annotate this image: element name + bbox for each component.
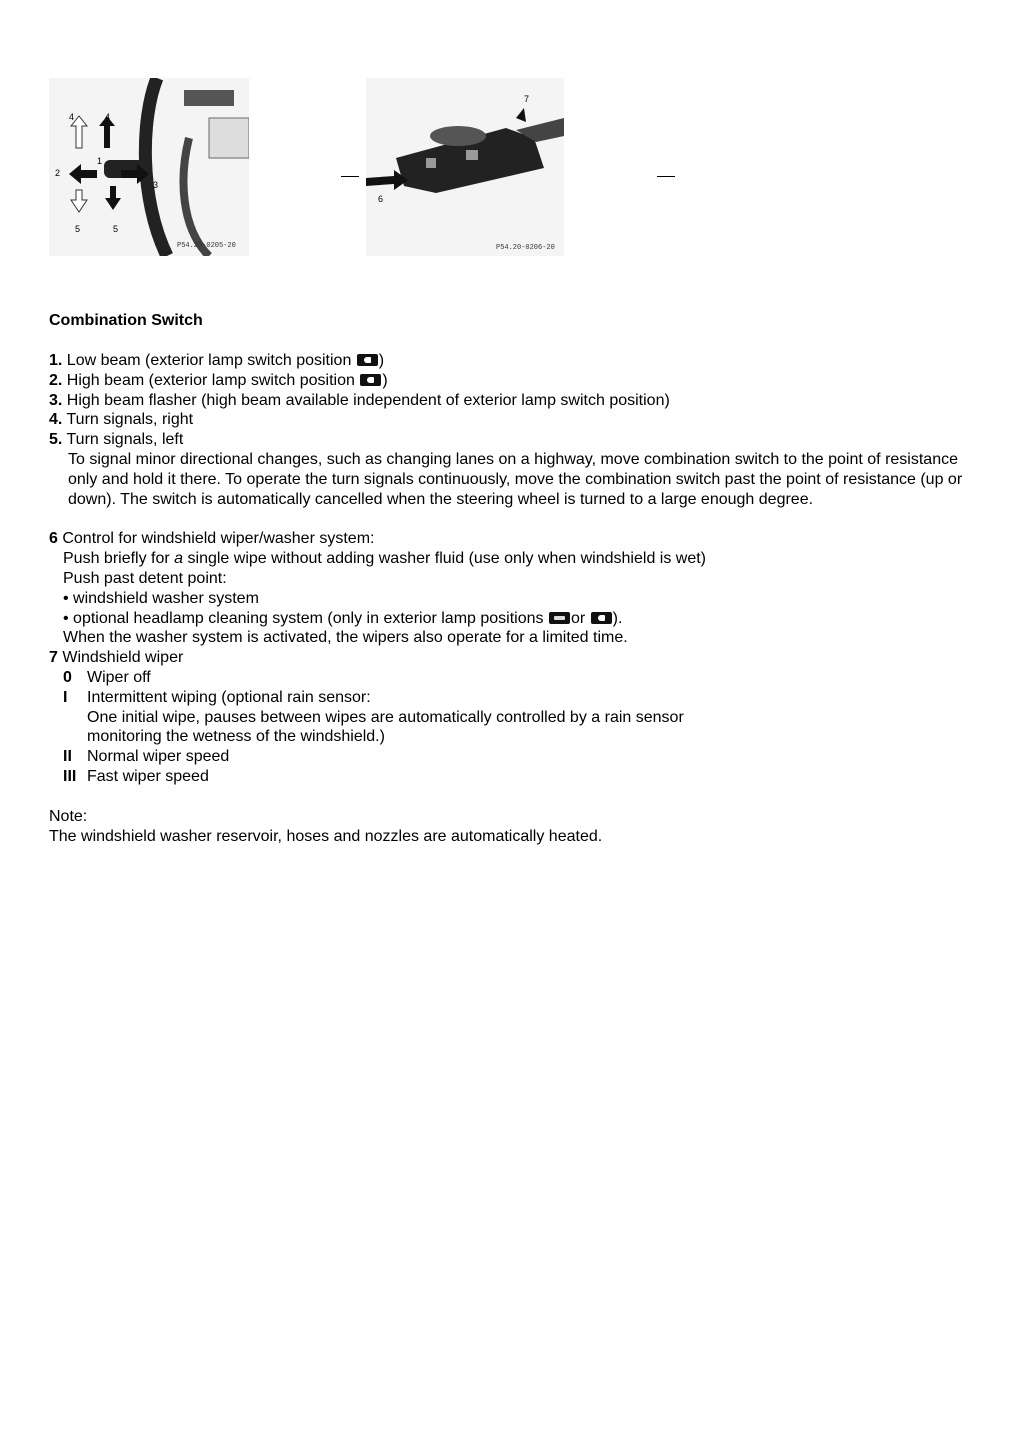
figure-label: 7 [524, 94, 530, 104]
separator-dash [657, 176, 675, 177]
figure-label: 2 [55, 168, 61, 178]
item-text: Control for windshield wiper/washer system: [57, 530, 375, 548]
item-text: High beam flasher (high beam available independent of exterior lamp switch position) [62, 391, 670, 409]
list-item [49, 529, 979, 549]
combination-switch-figure [49, 78, 249, 256]
wiper-row [49, 747, 979, 767]
wiper-row [49, 727, 979, 747]
figure-code: P54.25-0205-20 [177, 242, 236, 250]
wiper-key: III [63, 767, 77, 785]
item-text: Low beam (exterior lamp switch position [62, 352, 356, 369]
figure-label: 5 [113, 224, 119, 234]
text-fragment: single wipe without adding washer fluid (use only when windshield is wet) [183, 550, 707, 568]
note-label: Note: [49, 807, 88, 825]
text-fragment: a [174, 550, 184, 568]
wiper-text: One initial wipe, pauses between wipes are automatically controlled by a rain sensor [87, 708, 684, 726]
figure-label: 1 [97, 156, 103, 166]
wiper-row [49, 708, 979, 728]
figure-label: 4 [105, 112, 111, 122]
wiper-key: II [63, 748, 72, 766]
item-number: 4. [49, 411, 63, 429]
figure-label: 6 [378, 194, 384, 204]
item-text: ) [382, 371, 388, 389]
low-beam-lamp-icon [360, 374, 381, 386]
bullet-item: • windshield washer system [63, 589, 259, 607]
item-text: Turn signals, left [62, 431, 184, 449]
wiper-row [49, 688, 979, 708]
parking-lamp-icon [549, 612, 570, 624]
item-text: Turn signals, right [62, 411, 194, 429]
item-number: 7 [49, 649, 58, 667]
wiper-row [49, 767, 979, 787]
wiper-key: I [63, 688, 68, 706]
wiper-text: monitoring the wetness of the windshield.) [87, 728, 385, 746]
spacer [49, 509, 979, 529]
item-number: 1. [49, 352, 63, 369]
wiper-row [49, 668, 979, 688]
item-number: 3. [49, 391, 63, 409]
list-item [49, 430, 979, 450]
detent-text: Push past detent point: [63, 569, 227, 587]
text-fragment: ). [612, 609, 623, 627]
item-text: High beam (exterior lamp switch position [62, 371, 360, 389]
figure-label: 4 [69, 112, 75, 122]
single-wipe-text [49, 549, 979, 569]
figure-label: 5 [75, 224, 81, 234]
washer-activated-text: When the washer system is activated, the wipers also operate for a limited time. [63, 629, 628, 647]
separator-dash [341, 176, 359, 177]
list-item [49, 648, 979, 668]
spacer [49, 787, 979, 807]
item-text: ) [378, 352, 385, 369]
wiper-key [49, 727, 87, 747]
section-title: Combination Switch [49, 312, 203, 329]
note-text: The windshield washer reservoir, hoses and nozzles are automatically heated. [49, 827, 603, 845]
item-number: 2. [49, 371, 63, 389]
low-beam-lamp-icon [591, 612, 612, 624]
list-item [49, 410, 979, 430]
list-item [49, 351, 979, 371]
wiper-switch-figure [366, 78, 564, 256]
wiper-text: Intermittent wiping (optional rain sensor: [87, 688, 371, 706]
list-item [49, 371, 979, 391]
wiper-text: Fast wiper speed [87, 767, 209, 785]
figure-code: P54.20-0206-20 [496, 244, 555, 252]
wiper-text: Normal wiper speed [87, 748, 230, 766]
turn-signal-note: To signal minor directional changes, such as changing lanes on a highway, move combination switch to the point of resistance only and hold it there. To operate the turn signals continuously, move the combination switch past the point of resistance (up or down). The switch is automatically cancelled when the steering wheel is turned to a large enough degree. [68, 450, 963, 508]
item-text: Windshield wiper [57, 649, 184, 667]
bullet-item [49, 609, 979, 629]
item-number: 5. [49, 431, 63, 449]
item-number: 6 [49, 530, 58, 548]
list-item [49, 391, 979, 411]
wiper-key [49, 708, 87, 728]
text-fragment: or [570, 609, 590, 627]
text-fragment: • optional headlamp cleaning system (only in exterior lamp positions [63, 609, 548, 627]
wiper-key: 0 [63, 668, 72, 686]
text-fragment: Push briefly for [63, 550, 175, 568]
wiper-text: Wiper off [87, 668, 151, 686]
combination-switch-section [49, 311, 979, 846]
low-beam-lamp-icon [357, 354, 378, 366]
figure-label: 3 [153, 180, 159, 190]
